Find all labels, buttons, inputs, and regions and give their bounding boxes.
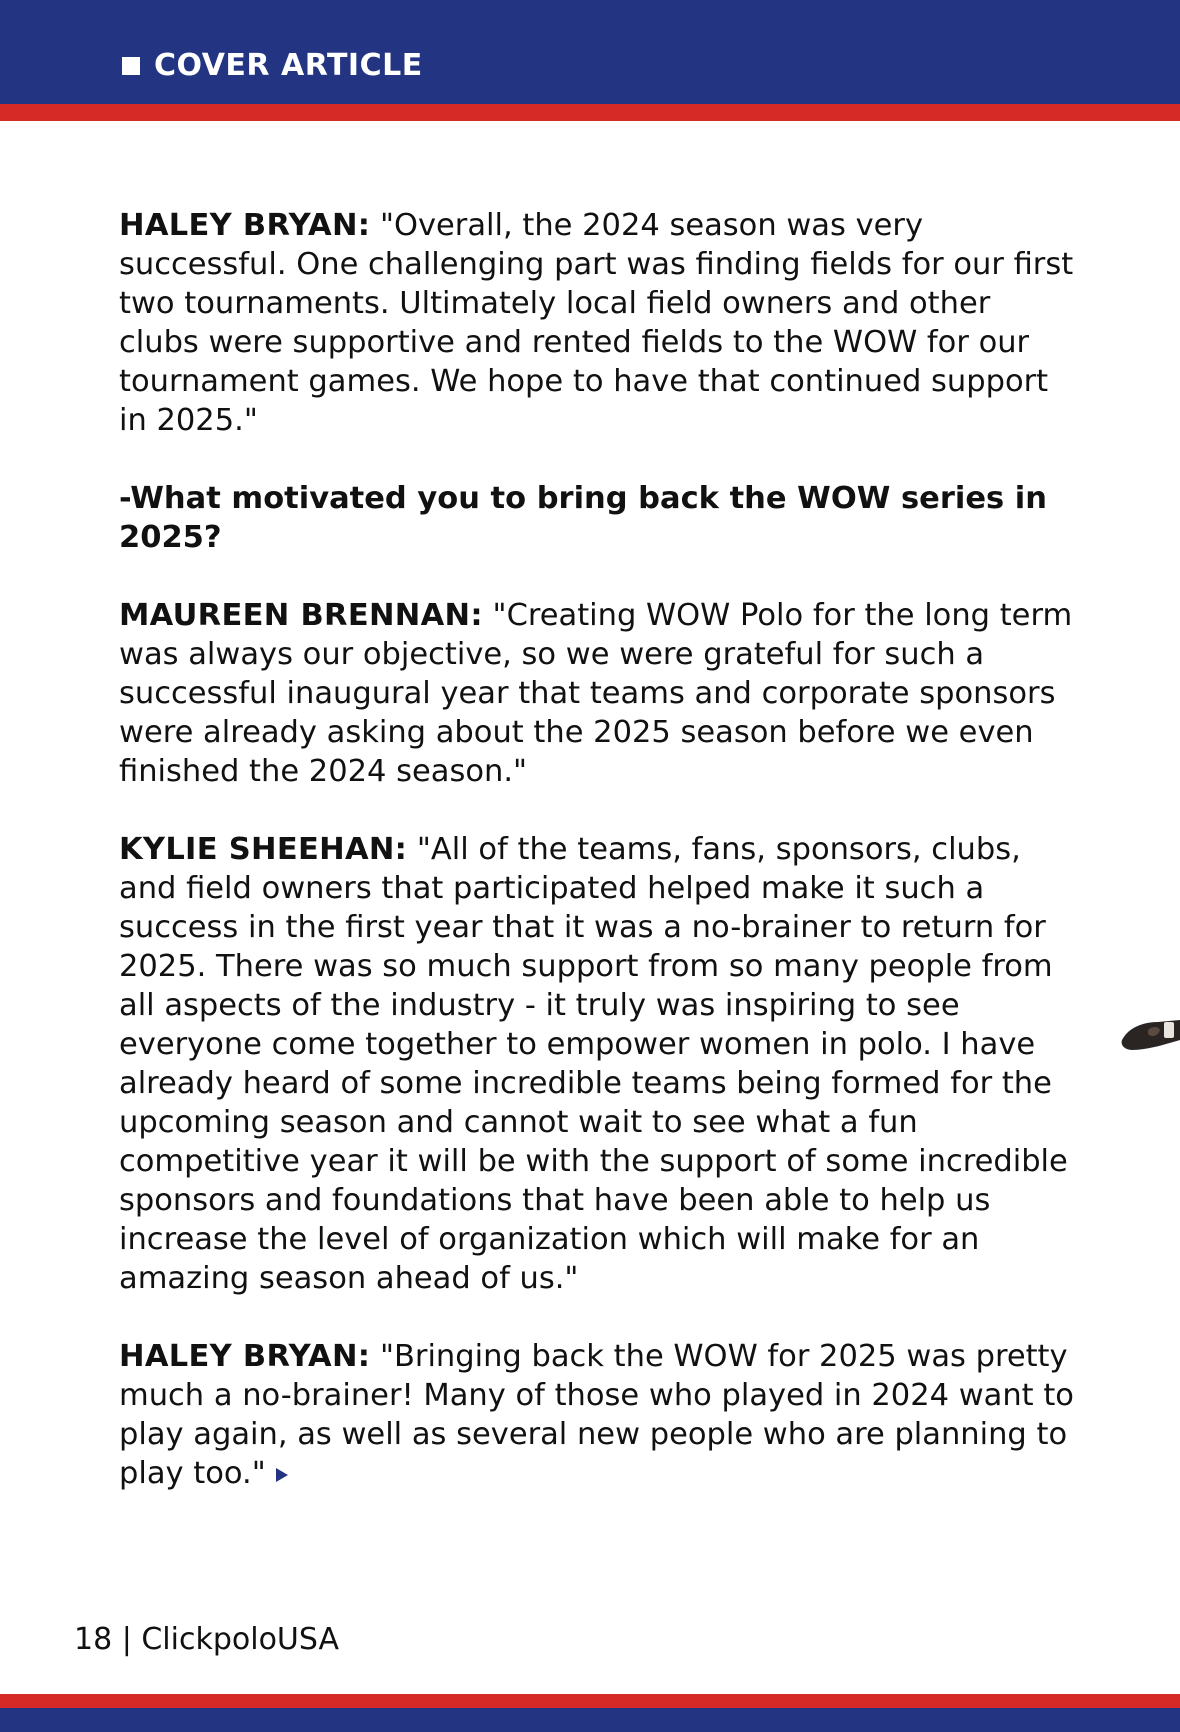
answer-kylie-sheehan (119, 830, 1079, 1298)
triangle-right-icon (276, 1468, 288, 1482)
answer-maureen-brennan (119, 596, 1079, 791)
section-label: COVER ARTICLE (154, 48, 423, 83)
article-body (119, 206, 1079, 1532)
horse-leg-image-fragment (1118, 1010, 1180, 1052)
footer-band (0, 1708, 1180, 1732)
speaker-name: KYLIE SHEEHAN: (119, 832, 408, 867)
square-bullet-icon (122, 57, 140, 75)
answer-text: "Bringing back the WOW for 2025 was pretty much a no-brainer! Many of those who played in 2024 want to play again, as well as several new people who are planning to play too." (119, 1339, 1074, 1491)
speaker-name: HALEY BRYAN: (119, 1339, 371, 1374)
section-header (122, 48, 423, 83)
answer-text: "Overall, the 2024 season was very successful. One challenging part was finding fields for our first two tournaments. Ultimately local field owners and other clubs were supportive and rented fields to the WOW for our tournament games. We hope to have that continued support in 2025." (119, 208, 1074, 438)
page-footer: 18 | ClickpoloUSA (74, 1622, 340, 1657)
answer-haley-bryan-2 (119, 1337, 1079, 1493)
footer-stripe (0, 1694, 1180, 1708)
speaker-name: HALEY BRYAN: (119, 208, 371, 243)
speaker-name: MAUREEN BRENNAN: (119, 598, 483, 633)
answer-haley-bryan-1 (119, 206, 1079, 440)
header-stripe (0, 104, 1180, 121)
interview-question: -What motivated you to bring back the WOW series in 2025? (119, 481, 1047, 555)
answer-text: "Creating WOW Polo for the long term was always our objective, so we were grateful for such a successful inaugural year that teams and corporate sponsors were already asking about the 2025 season before we even finished the 2024 season." (119, 598, 1073, 789)
answer-text: "All of the teams, fans, sponsors, clubs, and field owners that participated helped make it such a success in the first year that it was a no-brainer to return for 2025. There was so much support from so many people from all aspects of the industry - it truly was inspiring to see everyone come together to empower women in polo. I have already heard of some incredible teams being formed for the upcoming season and cannot wait to see what a fun competitive year it will be with the support of some incredible sponsors and foundations that have been able to help us increase the level of organization which will make for an amazing season ahead of us." (119, 832, 1068, 1296)
